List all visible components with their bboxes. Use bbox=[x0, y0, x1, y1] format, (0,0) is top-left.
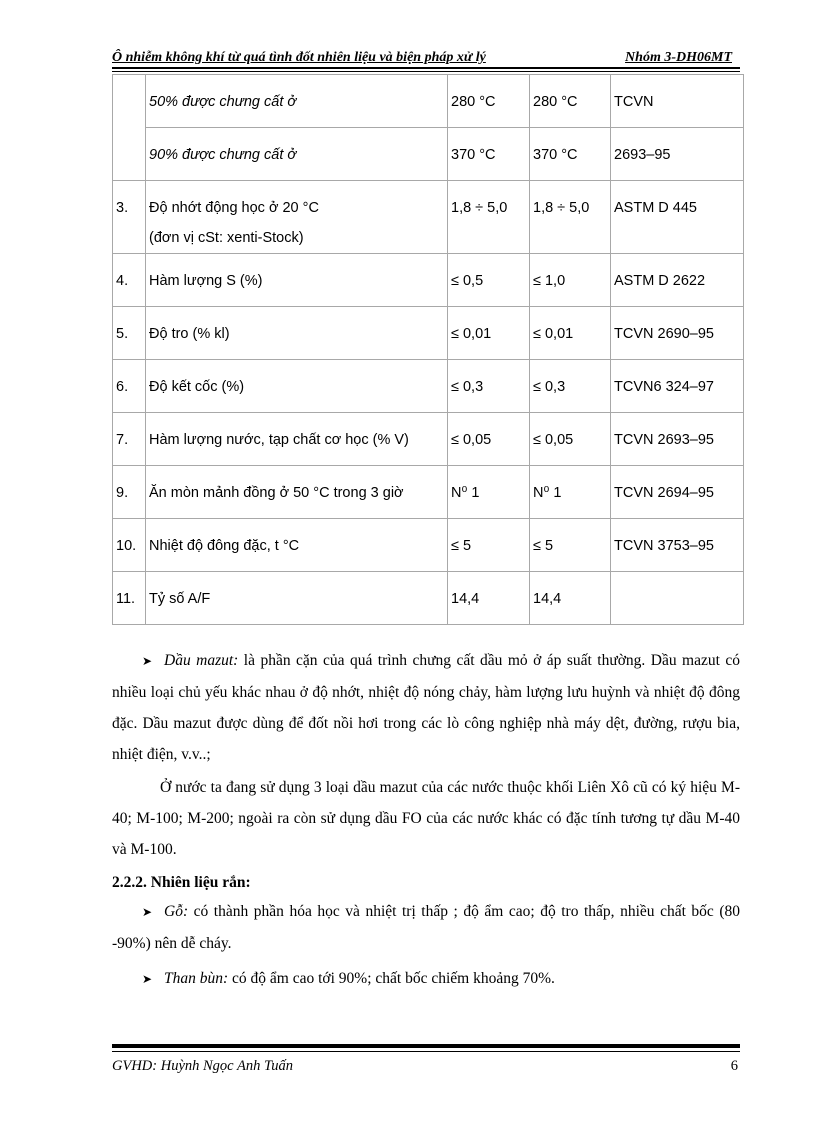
row-number: 3. bbox=[113, 181, 146, 254]
row-number: 5. bbox=[113, 307, 146, 360]
mazut-paragraph bbox=[112, 645, 740, 770]
page-header bbox=[112, 48, 740, 66]
footer-instructor: GVHD: Huỳnh Ngọc Anh Tuấn bbox=[112, 1058, 293, 1074]
row-number: 4. bbox=[113, 254, 146, 307]
wood-term: Gỗ: bbox=[164, 903, 189, 920]
peat-term: Than bùn: bbox=[164, 970, 229, 987]
row-value-1: N⁰ 1 bbox=[448, 466, 530, 519]
row-number: 11. bbox=[113, 572, 146, 625]
row-number: 10. bbox=[113, 519, 146, 572]
wood-paragraph bbox=[112, 896, 740, 959]
row-value-2: N⁰ 1 bbox=[530, 466, 611, 519]
mazut-term: Dầu mazut: bbox=[164, 652, 239, 669]
fuel-spec-table bbox=[112, 74, 744, 625]
arrow-bullet-icon: ➤ bbox=[142, 905, 153, 919]
row-method: TCVN 2693–95 bbox=[611, 413, 744, 466]
mazut-text: là phần cặn của quá trình chưng cất dầu mỏ ở áp suất thường. Dầu mazut có nhiều loại chủ yếu khác nhau ở độ nhớt, nhiệt độ nóng chảy, hàm lượng lưu huỳnh và nhiệt độ đông đặc. Dầu mazut được dùng để đốt nồi hơi trong các lò công nghiệp nhà máy dệt, đường, rượu bia, nhiệt điện, v.v..; bbox=[112, 652, 740, 763]
row-value-2: ≤ 0,3 bbox=[530, 360, 611, 413]
row-method: TCVN 2694–95 bbox=[611, 466, 744, 519]
row-value-2: ≤ 0,05 bbox=[530, 413, 611, 466]
page-number: 6 bbox=[730, 1058, 738, 1074]
row-value-1: 1,8 ÷ 5,0 bbox=[448, 181, 530, 254]
row-number: 6. bbox=[113, 360, 146, 413]
table-row bbox=[113, 466, 744, 519]
row-name: Ăn mòn mảnh đồng ở 50 °C trong 3 giờ bbox=[146, 466, 448, 519]
row-value-1: ≤ 0,05 bbox=[448, 413, 530, 466]
table-row bbox=[113, 519, 744, 572]
peat-paragraph bbox=[112, 963, 740, 995]
row-value-2: 370 °C bbox=[530, 128, 611, 181]
table-row bbox=[113, 128, 744, 181]
row-name: Hàm lượng S (%) bbox=[146, 254, 448, 307]
row-method: 2693–95 bbox=[611, 128, 744, 181]
section-heading: 2.2.2. Nhiên liệu rắn: bbox=[112, 874, 251, 891]
table-row bbox=[113, 307, 744, 360]
row-name: Tỷ số A/F bbox=[146, 572, 448, 625]
row-value-1: ≤ 5 bbox=[448, 519, 530, 572]
row-name-line2: (đơn vị cSt: xenti-Stock) bbox=[149, 230, 304, 246]
header-divider-thin bbox=[112, 71, 740, 72]
row-value-2: ≤ 5 bbox=[530, 519, 611, 572]
table-row bbox=[113, 254, 744, 307]
row-name: Nhiệt độ đông đặc, t °C bbox=[146, 519, 448, 572]
vietnam-paragraph: Ở nước ta đang sử dụng 3 loại dầu mazut của các nước thuộc khối Liên Xô cũ có ký hiệu M-40; M-100; M-200; ngoài ra còn sử dụng dầu FO của các nước khác có đặc tính tương tự dầu M-40 và M-100. bbox=[112, 779, 740, 858]
footer-divider-thin bbox=[112, 1051, 740, 1052]
row-method: TCVN 3753–95 bbox=[611, 519, 744, 572]
row-name: Độ tro (% kl) bbox=[146, 307, 448, 360]
row-method bbox=[611, 572, 744, 625]
row-name-line1: Độ nhớt động học ở 20 °C bbox=[149, 200, 319, 216]
footer-divider bbox=[112, 1044, 740, 1048]
row-value-2: ≤ 1,0 bbox=[530, 254, 611, 307]
table-row bbox=[113, 572, 744, 625]
row-value-1: ≤ 0,5 bbox=[448, 254, 530, 307]
row-value-1: ≤ 0,01 bbox=[448, 307, 530, 360]
header-divider bbox=[112, 67, 740, 69]
arrow-bullet-icon: ➤ bbox=[142, 654, 153, 668]
arrow-bullet-icon: ➤ bbox=[142, 972, 153, 986]
row-value-1: 370 °C bbox=[448, 128, 530, 181]
row-method: TCVN bbox=[611, 75, 744, 128]
header-group: Nhóm 3-DH06MT bbox=[625, 50, 732, 65]
row-value-1: ≤ 0,3 bbox=[448, 360, 530, 413]
row-name bbox=[146, 181, 448, 254]
page-footer bbox=[112, 1058, 740, 1075]
row-value-2: 280 °C bbox=[530, 75, 611, 128]
row-value-1: 14,4 bbox=[448, 572, 530, 625]
row-method: ASTM D 2622 bbox=[611, 254, 744, 307]
table-row bbox=[113, 181, 744, 254]
row-name: Độ kết cốc (%) bbox=[146, 360, 448, 413]
row-method: ASTM D 445 bbox=[611, 181, 744, 254]
row-value-1: 280 °C bbox=[448, 75, 530, 128]
row-method: TCVN 2690–95 bbox=[611, 307, 744, 360]
row-number bbox=[113, 75, 146, 181]
row-value-2: 1,8 ÷ 5,0 bbox=[530, 181, 611, 254]
row-name: Hàm lượng nước, tạp chất cơ học (% V) bbox=[146, 413, 448, 466]
row-value-2: 14,4 bbox=[530, 572, 611, 625]
table-row bbox=[113, 360, 744, 413]
row-name: 90% được chưng cất ở bbox=[146, 128, 448, 181]
row-name: 50% được chưng cất ở bbox=[146, 75, 448, 128]
peat-text: có độ ẩm cao tới 90%; chất bốc chiếm khoảng 70%. bbox=[228, 970, 555, 987]
header-title: Ô nhiễm không khí từ quá tình đốt nhiên liệu và biện pháp xử lý bbox=[112, 50, 486, 65]
table-row bbox=[113, 75, 744, 128]
row-value-2: ≤ 0,01 bbox=[530, 307, 611, 360]
row-number: 7. bbox=[113, 413, 146, 466]
row-method: TCVN6 324–97 bbox=[611, 360, 744, 413]
wood-text: có thành phần hóa học và nhiệt trị thấp ; độ ẩm cao; độ tro thấp, nhiều chất bốc (80 -90%) nên dễ cháy. bbox=[112, 903, 740, 952]
table-row bbox=[113, 413, 744, 466]
row-number: 9. bbox=[113, 466, 146, 519]
